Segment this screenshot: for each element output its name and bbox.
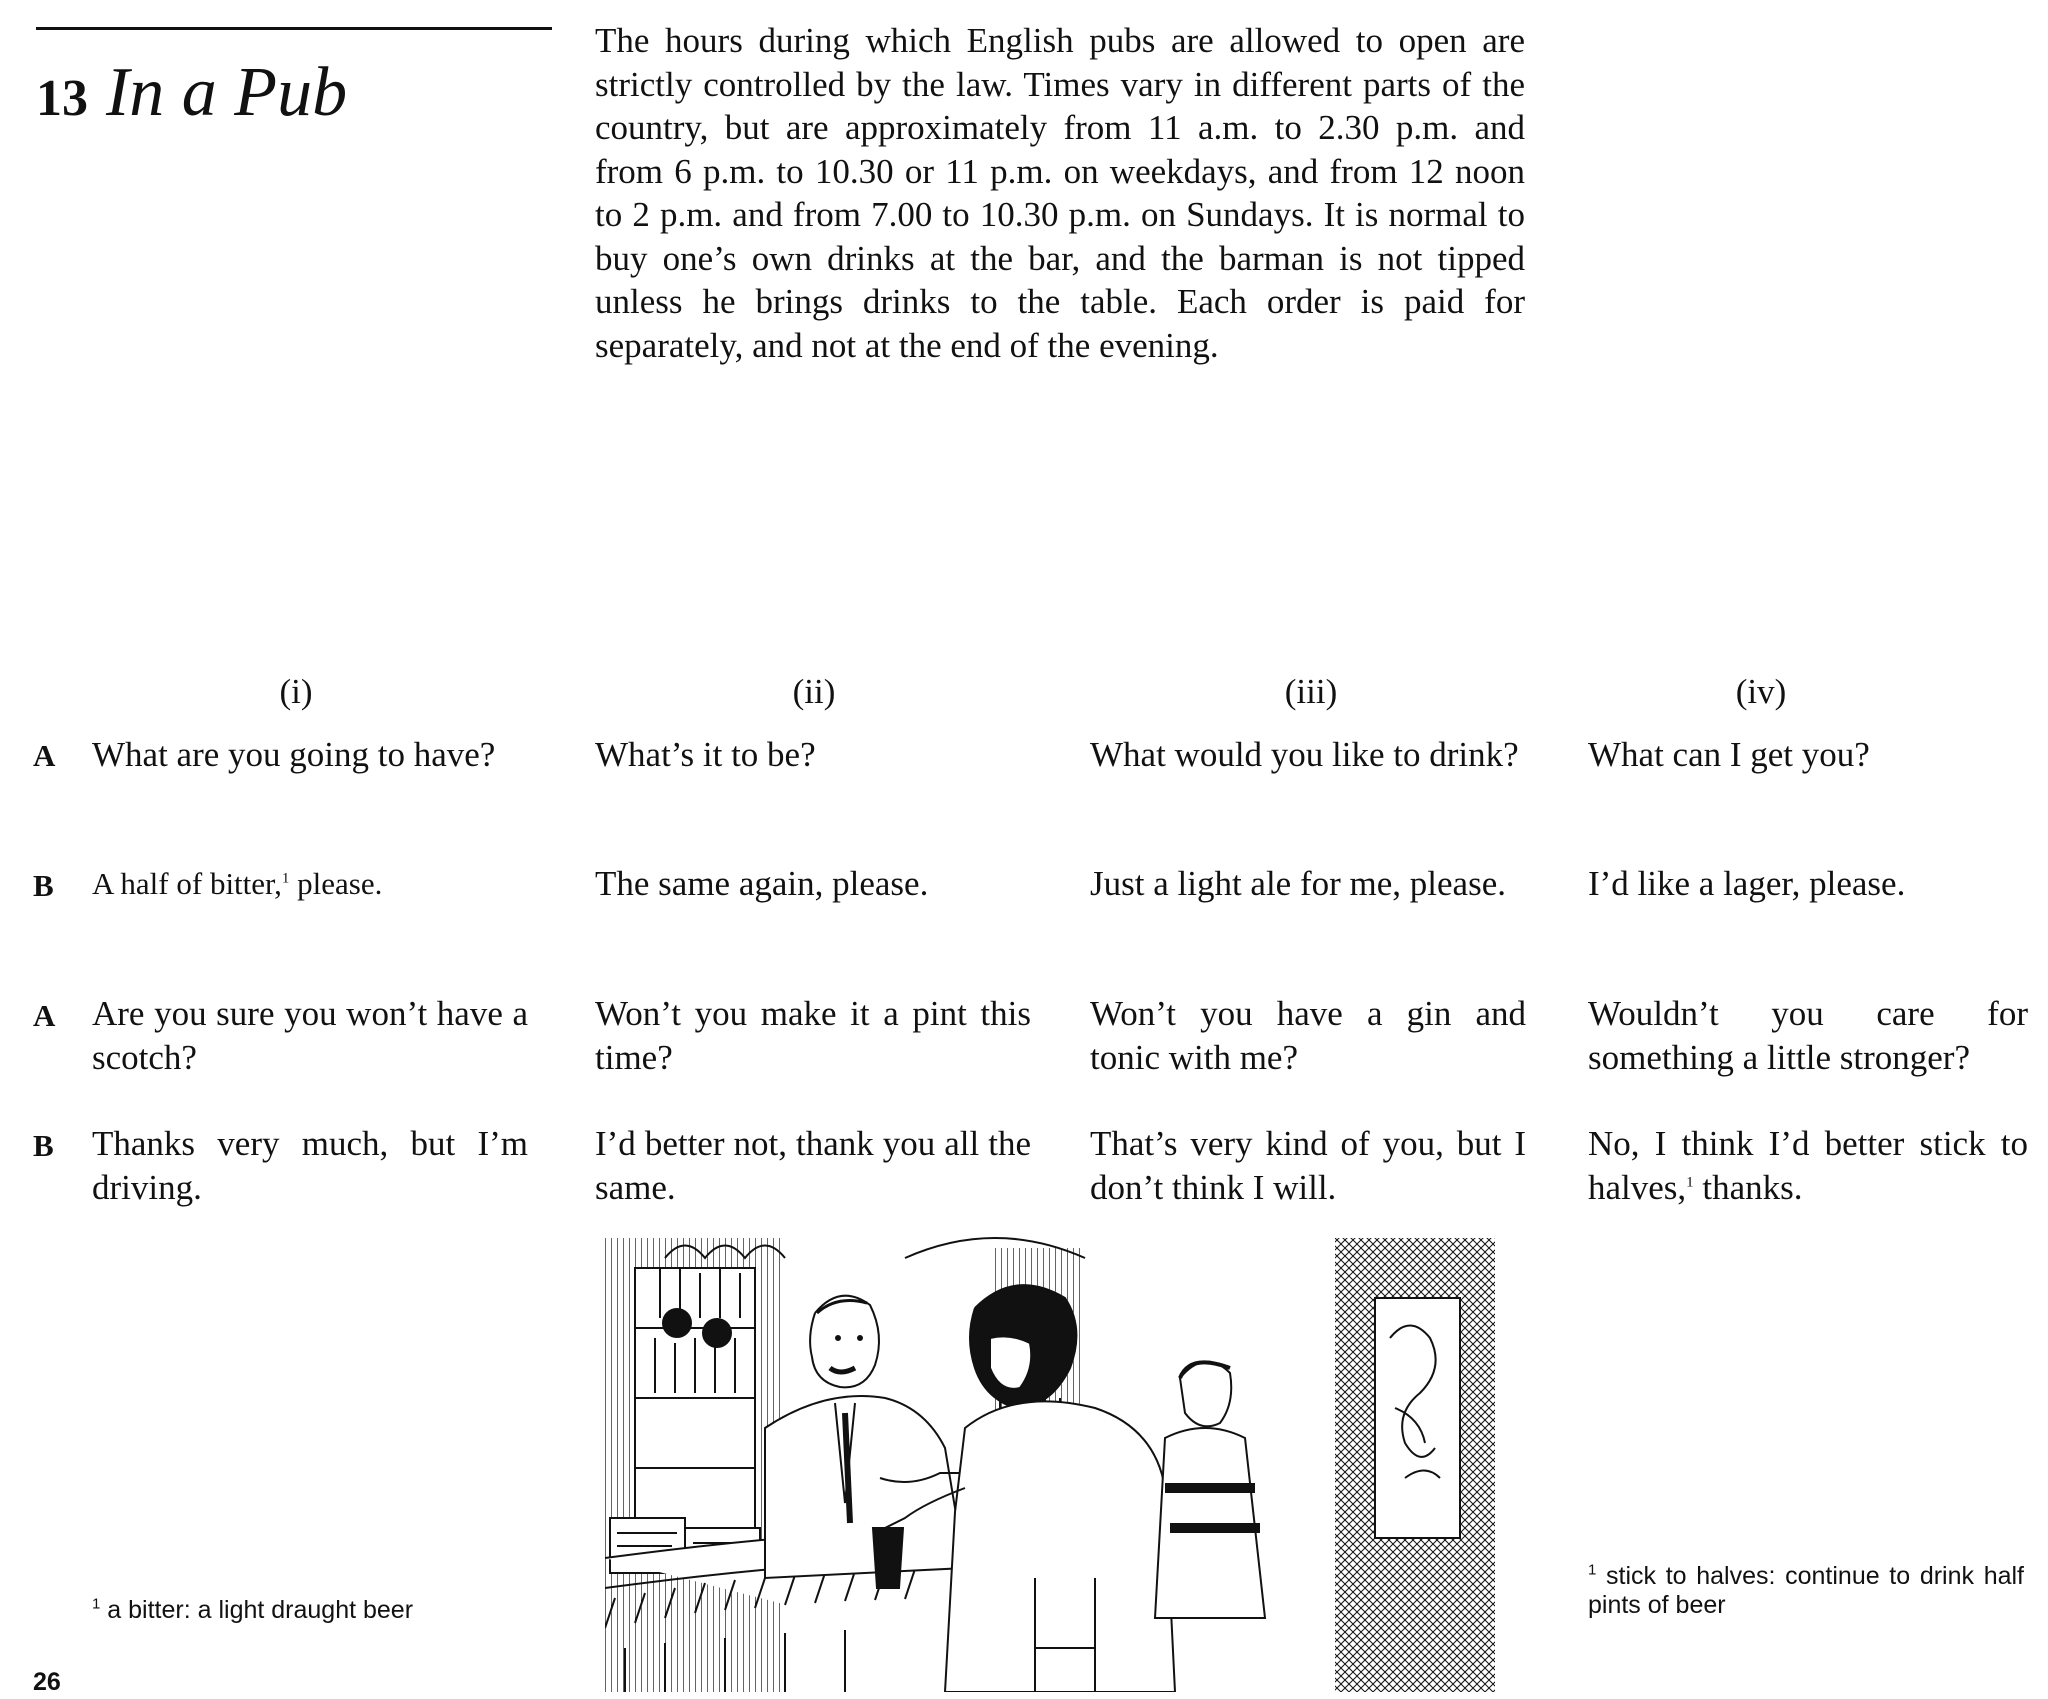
footnote-marker: 1 bbox=[1686, 1173, 1694, 1190]
dialogue-line: The same again, please. bbox=[595, 864, 929, 903]
column-heading-i: (i) bbox=[279, 672, 313, 711]
dialogue-line: What would you like to drink? bbox=[1090, 735, 1519, 774]
pub-bar-illustration bbox=[605, 1228, 1495, 1692]
footnote-marker: 1 bbox=[281, 870, 290, 887]
footnote-left: $^1$ a bitter: a light draught beer bbox=[92, 1595, 414, 1624]
page-number: 26 bbox=[33, 1668, 61, 1696]
chapter-title: In a Pub bbox=[106, 54, 348, 131]
dialogue-line: Won’t you make it a pint this time? bbox=[595, 994, 1031, 1077]
dialogue-line: Are you sure you won’t have a scotch? bbox=[92, 994, 528, 1077]
footnote-right: $^1$ stick to halves: continue to drink half pints of beer bbox=[1588, 1561, 2024, 1619]
dialogue-line: Wouldn’t you care for something a little stronger? bbox=[1588, 994, 2028, 1077]
dialogue-line: A half of bitter,$^1$ please. bbox=[92, 866, 383, 901]
dialogue-line: What’s it to be? bbox=[595, 735, 816, 774]
speaker-label: B bbox=[33, 868, 54, 903]
dialogue-line: Won’t you have a gin and tonic with me? bbox=[1090, 994, 1526, 1077]
title-rule bbox=[36, 27, 552, 30]
dialogue-line: What are you going to have? bbox=[92, 735, 496, 774]
column-heading-ii: (ii) bbox=[792, 672, 836, 711]
dialogue-line: Just a light ale for me, please. bbox=[1090, 864, 1506, 903]
speaker-label: A bbox=[33, 998, 56, 1033]
dialogue-line: That’s very kind of you, but I don’t think I will. bbox=[1090, 1124, 1526, 1207]
column-heading-iii: (iii) bbox=[1284, 672, 1338, 711]
footnote-marker: 1 bbox=[92, 1595, 101, 1613]
chapter-heading bbox=[36, 54, 348, 131]
speaker-label: B bbox=[33, 1128, 54, 1163]
chapter-number: 13 bbox=[36, 70, 88, 127]
speaker-label: A bbox=[33, 738, 56, 773]
dialogue-line: I’d like a lager, please. bbox=[1588, 864, 1906, 903]
column-heading-iv: (iv) bbox=[1735, 672, 1787, 711]
footnote-marker: 1 bbox=[1588, 1561, 1597, 1579]
dialogue-line: What can I get you? bbox=[1588, 735, 1870, 774]
intro-paragraph: The hours during which English pubs are allowed to open are strictly controlled by the law. Times vary in different parts of the country, but are approximately from 11 a.m. to 2.30 p.m. and from 6 p.m. to 10.30 or 11 p.m. on weekdays, and from 12 noon to 2 p.m. and from 7.00 to 10.30 p.m. on Sundays. It is normal to buy one’s own drinks at the bar, and the barman is not tipped unless he brings drinks to the table. Each order is paid for separately, and not at the end of the evening. bbox=[595, 21, 1525, 365]
dialogue-line: No, I think I’d better stick to halves,$^1$ thanks. bbox=[1588, 1124, 2028, 1207]
dialogue-line: I’d better not, thank you all the same. bbox=[595, 1124, 1031, 1207]
dialogue-line: Thanks very much, but I’m driving. bbox=[92, 1124, 528, 1207]
